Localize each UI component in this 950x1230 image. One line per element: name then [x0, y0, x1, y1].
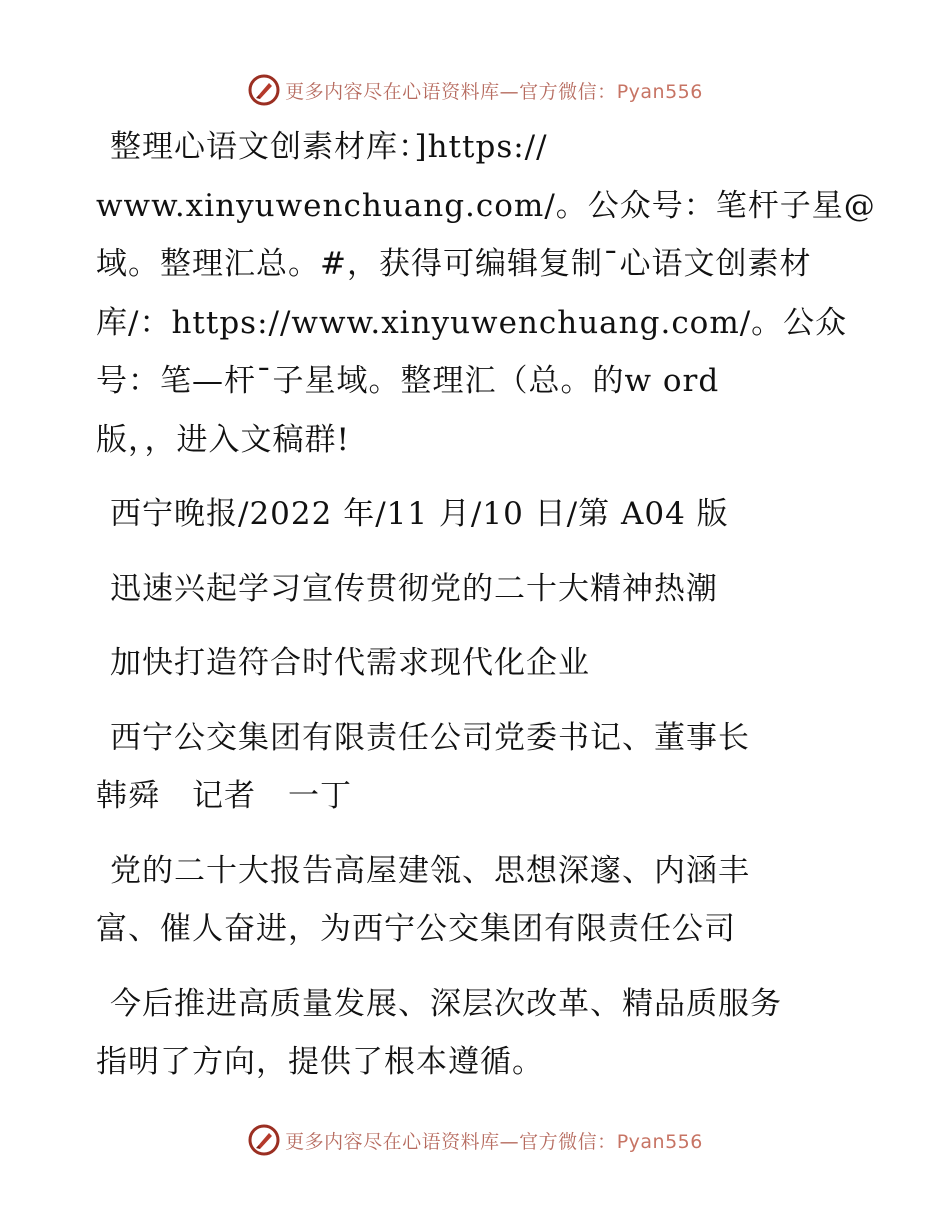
banner-official-text: 官方微信： — [519, 80, 617, 103]
byline-line: 韩舜 记者 一丁 — [96, 778, 352, 814]
byline — [96, 709, 856, 826]
intro-line: 整理心语文创素材库：]https:// — [110, 129, 548, 165]
banner-text — [285, 77, 703, 104]
header-watermark-banner — [0, 68, 950, 112]
pen-nib-circle-icon — [247, 73, 281, 107]
headline-secondary: 加快打造符合时代需求现代化企业 — [110, 645, 590, 681]
headline-primary: 迅速兴起学习宣传贯彻党的二十大精神热潮 — [110, 570, 718, 607]
banner-dash: — — [499, 80, 520, 103]
dateline: 西宁晚报/2022 年/11 月/10 日/第 A04 版 — [110, 496, 729, 532]
body-paragraph-1 — [96, 842, 856, 959]
banner-site-text: 更多内容尽在心语资料库 — [285, 80, 500, 103]
body-paragraph-2 — [96, 975, 856, 1092]
banner-site-text: 更多内容尽在心语资料库 — [285, 1130, 500, 1153]
intro-line: 域。整理汇总。#，获得可编辑复制¯心语文创素材 — [96, 246, 812, 282]
body-line: 今后推进高质量发展、深层次改革、精品质服务 — [110, 985, 782, 1022]
banner-official-text: 官方微信： — [519, 1130, 617, 1153]
intro-line: 号：笔—杆¯子星域。整理汇（总。的w ord — [96, 363, 720, 399]
body-line: 富、催人奋进，为西宁公交集团有限责任公司 — [96, 911, 736, 947]
pen-nib-circle-icon — [247, 1123, 281, 1157]
byline-line: 西宁公交集团有限责任公司党委书记、董事长 — [110, 719, 750, 756]
footer-watermark-banner — [0, 1118, 950, 1162]
intro-line: www.xinyuwenchuang.com/。公众号：笔杆子星@ — [96, 187, 876, 224]
banner-wechat-id: Pyan556 — [616, 1130, 703, 1153]
body-line: 党的二十大报告高屋建瓴、思想深邃、内涵丰 — [110, 852, 750, 889]
intro-line: 库/：https://www.xinyuwenchuang.com/。公众 — [96, 304, 848, 341]
body-line: 指明了方向，提供了根本遵循。 — [96, 1044, 544, 1080]
intro-paragraph — [96, 118, 876, 469]
banner-dash: — — [499, 1130, 520, 1153]
banner-wechat-id: Pyan556 — [616, 80, 703, 103]
document-body — [96, 118, 876, 1108]
banner-text — [285, 1127, 703, 1154]
intro-line: 版，，进入文稿群! — [96, 421, 350, 458]
